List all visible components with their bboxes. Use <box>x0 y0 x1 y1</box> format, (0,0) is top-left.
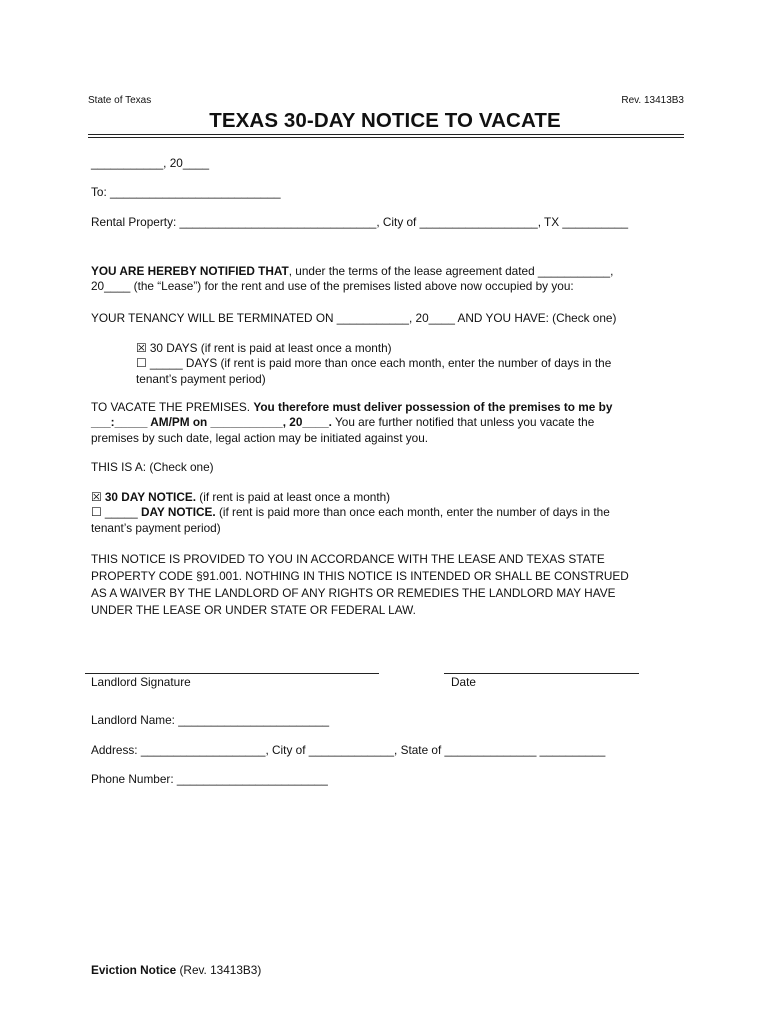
landlord-address-line: Address: ___________________, City of _____________, State of ______________ __________ <box>91 743 606 757</box>
rental-property-line: Rental Property: ______________________________, City of __________________, TX __________ <box>91 215 629 229</box>
landlord-name-line: Landlord Name: _______________________ <box>91 713 330 727</box>
option-custom-day-label: DAY NOTICE. <box>140 505 216 520</box>
landlord-signature-label: Landlord Signature <box>91 675 191 689</box>
vacate-text-3: premises by such date, legal action may be initiated against you. <box>91 430 429 445</box>
option-custom-day-text-cont: tenant’s payment period) <box>91 520 221 535</box>
vacate-bold-2: ___:_____ AM/PM on ___________, 20____. <box>91 415 332 430</box>
notice-paragraph <box>91 264 691 295</box>
legal-line: THIS NOTICE IS PROVIDED TO YOU IN ACCORDANCE WITH THE LEASE AND TEXAS STATE <box>91 552 605 566</box>
termination-options <box>136 341 696 387</box>
option-30-day-label: 30 DAY NOTICE. <box>104 490 196 504</box>
checkbox-custom-day: ☐ _____ <box>91 505 141 520</box>
legal-line: UNDER THE LEASE OR UNDER STATE OR FEDERAL LAW. <box>91 603 416 617</box>
date-label: Date <box>451 675 476 689</box>
title-rule-bottom <box>88 137 684 138</box>
document-title: TEXAS 30-DAY NOTICE TO VACATE <box>209 109 561 132</box>
legal-line: AS A WAIVER BY THE LANDLORD OF ANY RIGHTS OR REMEDIES THE LANDLORD MAY HAVE <box>91 586 616 600</box>
notice-type-options <box>91 490 691 536</box>
notice-text-2: 20____ (the “Lease”) for the rent and use of the premises listed above now occupied by you: <box>91 279 574 294</box>
option-custom-day-text: (if rent is paid more than once each month, enter the number of days in the <box>215 505 610 520</box>
checkbox-30-day: ☒ <box>91 490 105 504</box>
to-field-line: To: __________________________ <box>91 185 281 199</box>
termination-line: YOUR TENANCY WILL BE TERMINATED ON ___________, 20____ AND YOU HAVE: (Check one) <box>91 311 617 325</box>
landlord-signature-line <box>85 673 379 674</box>
date-field-line: ___________, 20____ <box>91 156 210 170</box>
termination-option-custom-days-cont: tenant’s payment period) <box>136 371 266 386</box>
revision-label: Rev. 13413B3 <box>621 95 684 106</box>
vacate-lead: TO VACATE THE PREMISES. <box>91 400 254 414</box>
legal-line: PROPERTY CODE §91.001. NOTHING IN THIS NOTICE IS INTENDED OR SHALL BE CONSTRUED <box>91 569 629 583</box>
footer-revision: (Rev. 13413B3) <box>176 963 262 977</box>
landlord-phone-line: Phone Number: _______________________ <box>91 772 328 786</box>
vacate-bold-1: You therefore must deliver possession of the premises to me by <box>253 400 613 414</box>
legal-paragraph <box>91 551 691 619</box>
notice-text-1: , under the terms of the lease agreement dated ___________, <box>288 264 614 278</box>
option-30-day-text: (if rent is paid at least once a month) <box>196 490 391 504</box>
termination-option-30-days: ☒ 30 DAYS (if rent is paid at least once a month) <box>136 341 392 355</box>
vacate-text-2: You are further notified that unless you vacate the <box>331 415 595 430</box>
footer-title: Eviction Notice <box>91 963 177 977</box>
title-rule-top <box>88 134 684 135</box>
state-label: State of Texas <box>88 95 152 106</box>
this-is-heading: THIS IS A: (Check one) <box>91 460 214 474</box>
footer <box>91 963 261 978</box>
notice-lead: YOU ARE HEREBY NOTIFIED THAT <box>91 264 289 278</box>
date-signature-line <box>444 673 639 674</box>
vacate-paragraph <box>91 400 691 446</box>
termination-option-custom-days: ☐ _____ DAYS (if rent is paid more than once each month, enter the number of days in the <box>136 356 612 371</box>
